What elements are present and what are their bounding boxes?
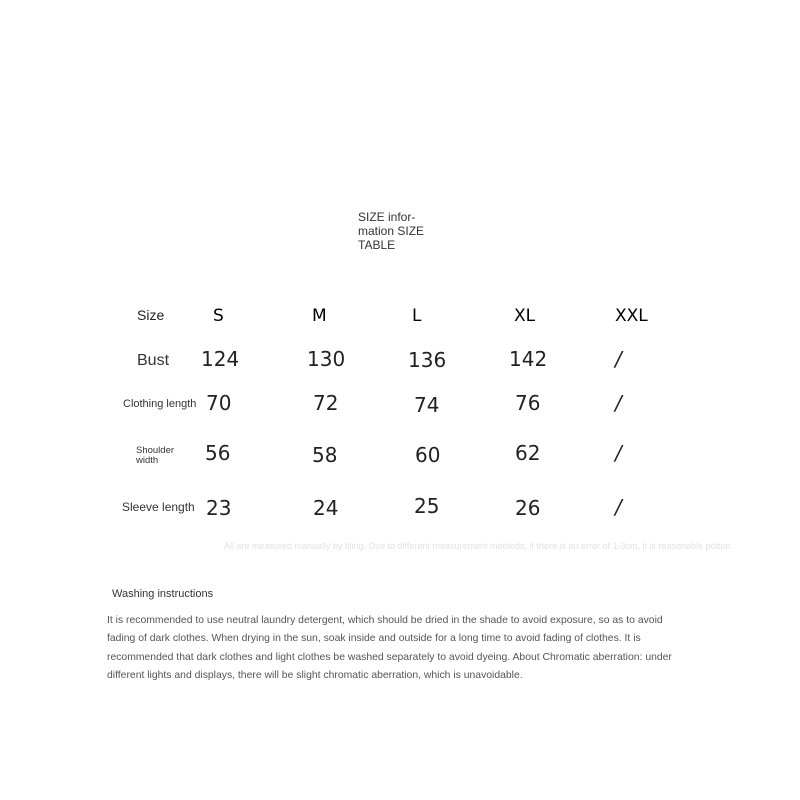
clothing-length-l: 74 xyxy=(414,393,440,417)
page-title xyxy=(358,210,448,252)
bust-xxl: / xyxy=(615,347,622,371)
shoulder-width-xxl: / xyxy=(615,441,622,465)
title-line: TABLE xyxy=(358,238,396,252)
size-xxl-header: XXL xyxy=(615,306,648,326)
row-label-sleeve-length: Sleeve length xyxy=(122,500,195,514)
bust-l: 136 xyxy=(408,348,447,372)
size-xl-header: XL xyxy=(514,306,536,326)
clothing-length-m: 72 xyxy=(313,391,339,415)
row-label-bust: Bust xyxy=(137,352,170,369)
bust-xl: 142 xyxy=(509,347,548,371)
row-label-line: width xyxy=(136,454,159,466)
row-label-line: Shoulder xyxy=(136,445,175,456)
bust-m: 130 xyxy=(307,347,346,371)
sleeve-length-s: 23 xyxy=(206,496,232,520)
row-label-shoulder-width xyxy=(136,446,174,465)
shoulder-width-l: 60 xyxy=(415,443,441,467)
sleeve-length-l: 25 xyxy=(414,494,440,518)
washing-instructions-text: It is recommended to use neutral laundry detergent, which should be dried in the shade to avoid exposure, so as to avoid fading of dark clothes. When drying in the sun, soak inside and outside for a long time to avoid fading of clothes. It is recommended that dark clothes and light clothes be washed separately to avoid dyeing. About Chromatic aberration: under different lights and displays, there will be slight chromatic aberration, which is unavoidable. xyxy=(107,615,672,681)
title-line: SIZE infor- xyxy=(358,210,416,224)
size-column-header: Size xyxy=(137,307,165,323)
title-line: mation SIZE xyxy=(358,224,425,238)
size-m-header: M xyxy=(312,306,327,326)
bust-s: 124 xyxy=(201,347,240,371)
shoulder-width-xl: 62 xyxy=(515,441,541,465)
shoulder-width-s: 56 xyxy=(205,441,231,465)
sleeve-length-m: 24 xyxy=(313,496,339,520)
row-label-clothing-length: Clothing length xyxy=(123,398,197,410)
measurement-note: All are measured manually by tiling. Due to different measurement methods, if there is an error of 1-3cm, it is reasonable potton. xyxy=(224,541,734,551)
size-s-header: S xyxy=(213,306,224,326)
washing-instructions-title: Washing instructions xyxy=(112,588,214,600)
sleeve-length-xl: 26 xyxy=(515,496,541,520)
clothing-length-s: 70 xyxy=(206,391,232,415)
clothing-length-xxl: / xyxy=(615,391,622,415)
size-l-header: L xyxy=(412,306,422,326)
sleeve-length-xxl: / xyxy=(615,495,622,519)
shoulder-width-m: 58 xyxy=(312,443,338,467)
clothing-length-xl: 76 xyxy=(515,391,541,415)
